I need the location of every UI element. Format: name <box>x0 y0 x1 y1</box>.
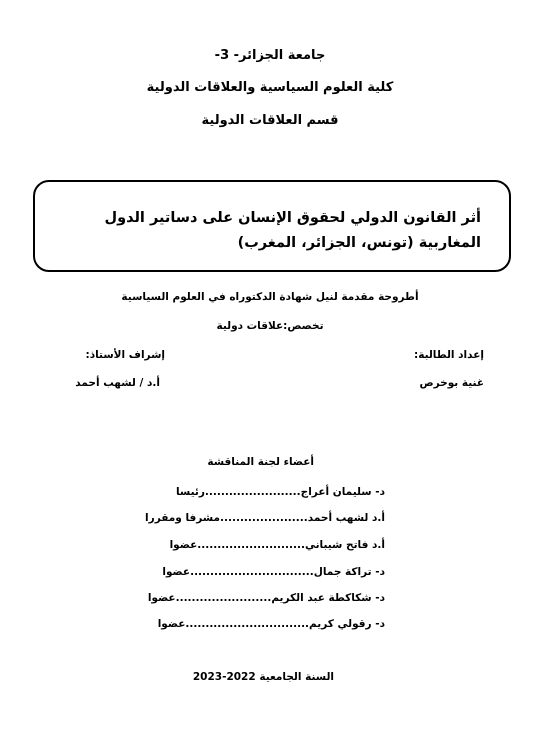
member-dots: ........................ <box>175 592 272 604</box>
academic-year: السنة الجامعية 2022-2023 <box>192 671 334 683</box>
member-role: عضوا <box>157 618 186 630</box>
department-name: قسم العلاقات الدولية <box>201 113 339 128</box>
member-name: أ.د لشهب أحمد <box>307 512 385 524</box>
member-name: د- شكاكطة عبد الكريم <box>271 592 385 604</box>
member-name: د- رقولي كريم <box>309 618 385 630</box>
faculty-name: كلية العلوم السياسية والعلاقات الدولية <box>146 80 394 95</box>
committee-member <box>158 618 385 630</box>
committee-title: أعضاء لجنة المناقشة <box>207 456 314 468</box>
member-name: أ.د فاتح شيباني <box>304 539 385 551</box>
student-label: إعداد الطالبة: <box>414 349 484 361</box>
member-dots: ........................ <box>204 486 301 498</box>
committee-member <box>145 512 385 524</box>
committee-member <box>162 566 385 578</box>
university-name: جامعة الجزائر- 3- <box>214 48 326 63</box>
supervisor-name: أ.د / لشهب أحمد <box>75 377 160 389</box>
supervisor-label: إشراف الأستاذ: <box>85 349 165 361</box>
member-role: مشرفا ومقررا <box>145 512 220 524</box>
member-name: د- تراكة جمال <box>313 566 385 578</box>
member-name: د- سليمان أعراج <box>300 486 385 498</box>
member-dots: ............................... <box>190 566 314 578</box>
member-role: عضوا <box>162 566 191 578</box>
thesis-title: أثر القانون الدولي لحقوق الإنسان على دساتير الدول المغاربية (تونس، الجزائر، المغرب) <box>104 210 481 251</box>
member-role: عضوا <box>147 592 176 604</box>
member-dots: ............................... <box>185 618 310 630</box>
thesis-description: أطروحة مقدمة لنيل شهادة الدكتوراه في العلوم السياسية <box>121 291 419 303</box>
thesis-title-box <box>33 180 511 272</box>
specialization: تخصص:علاقات دولية <box>216 320 324 332</box>
member-role: رئيسا <box>175 486 205 498</box>
committee-member <box>176 486 385 498</box>
student-name: غنية بوخرص <box>419 377 484 389</box>
committee-member <box>170 539 385 551</box>
committee-member <box>148 592 385 604</box>
member-dots: ...................... <box>220 512 308 524</box>
member-dots: ........................... <box>197 539 305 551</box>
member-role: عضوا <box>169 539 198 551</box>
